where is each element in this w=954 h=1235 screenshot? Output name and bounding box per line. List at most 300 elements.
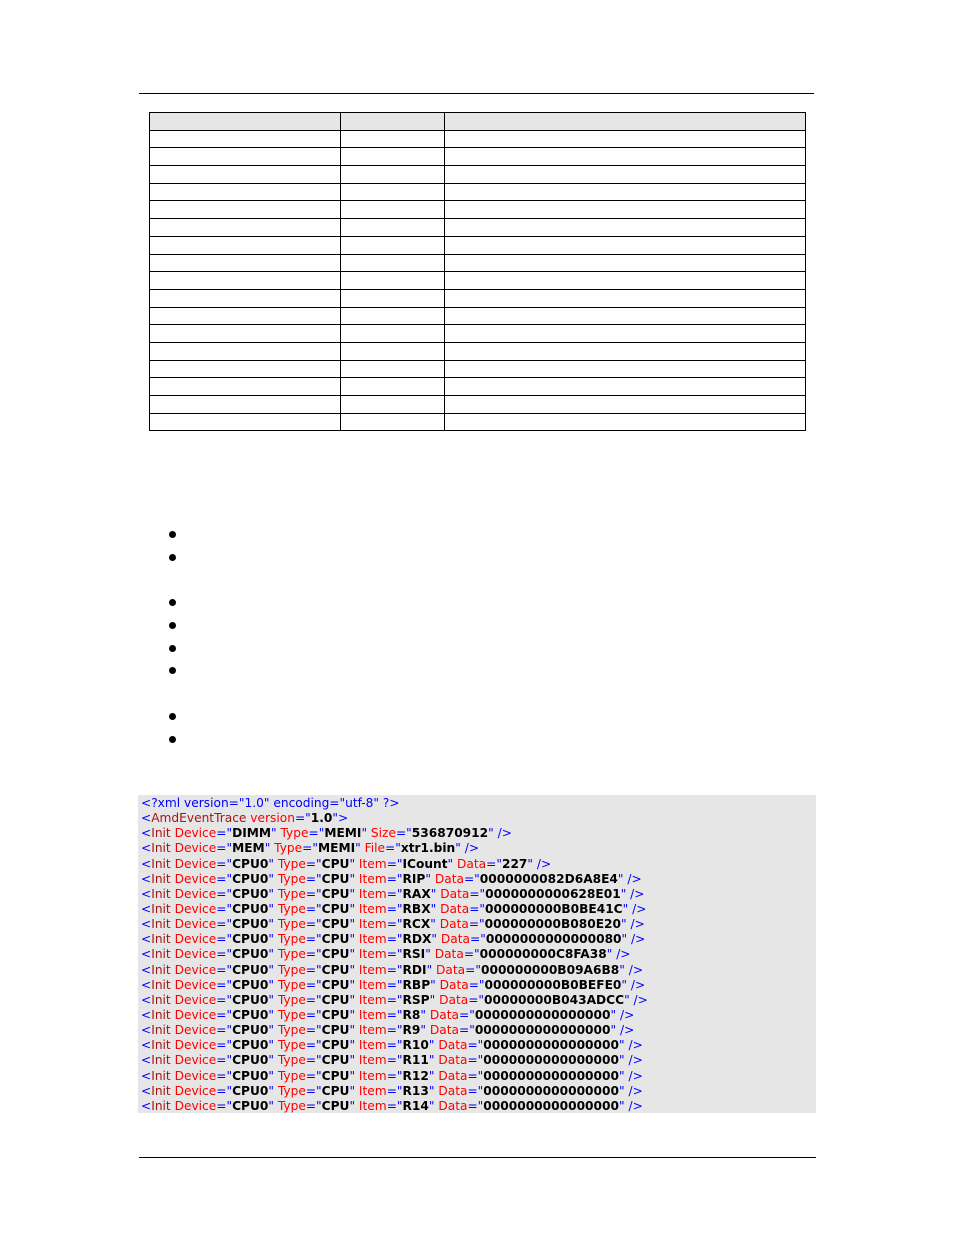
code-token: " (268, 1007, 274, 1022)
code-token: Item (355, 962, 387, 977)
table-cell (341, 378, 445, 396)
table-cell (150, 130, 341, 148)
code-token: CPU (321, 901, 350, 916)
code-token: " /> (618, 1068, 643, 1083)
code-token: R9 (402, 1023, 421, 1038)
code-token: =" (305, 1098, 322, 1113)
table-row (150, 219, 806, 237)
code-token: Device (170, 977, 217, 992)
code-token: =" (467, 1098, 484, 1113)
code-token: R12 (402, 1068, 429, 1083)
code-token: =" (458, 1023, 475, 1038)
code-token: ICount (402, 856, 448, 871)
code-token: RDI (402, 962, 427, 977)
code-token: " /> (618, 1083, 643, 1098)
table-cell (341, 201, 445, 219)
code-token: =" (216, 886, 233, 901)
code-token: Device (170, 1068, 217, 1083)
table-row (150, 130, 806, 148)
code-token: " /> (618, 1038, 643, 1053)
code-token: Type (273, 901, 306, 916)
code-token: =" (305, 1068, 322, 1083)
code-token: " (268, 871, 274, 886)
code-token: Type (273, 1038, 306, 1053)
code-token: =" (468, 917, 485, 932)
code-token: " (268, 886, 274, 901)
code-token: =" (216, 826, 233, 841)
code-line (141, 887, 816, 902)
table-cell (150, 307, 341, 325)
code-token: =" (386, 977, 403, 992)
bullet-icon (169, 599, 176, 606)
code-token: CPU0 (232, 1098, 269, 1113)
code-token: 0000000000000000 (483, 1083, 619, 1098)
code-token: =" (386, 1098, 403, 1113)
code-line (141, 857, 816, 872)
table-cell (150, 342, 341, 360)
code-token: =" (305, 992, 322, 1007)
code-token: Type (276, 826, 309, 841)
code-token: =" (468, 977, 485, 992)
code-token: Item (355, 901, 387, 916)
table-cell (341, 413, 445, 431)
code-token: Init (151, 826, 171, 841)
code-token: =" (216, 977, 233, 992)
table-row (150, 289, 806, 307)
code-token: =" (294, 811, 311, 826)
code-token: RCX (402, 917, 431, 932)
table-row (150, 201, 806, 219)
table-cell (341, 307, 445, 325)
table-cell (341, 396, 445, 414)
code-token: CPU0 (232, 917, 269, 932)
table-row (150, 325, 806, 343)
code-token: RDX (402, 932, 432, 947)
code-token: " (349, 992, 356, 1007)
code-token: 000000000B0BE41C (485, 901, 623, 916)
code-line (141, 1008, 816, 1023)
code-token: Item (355, 886, 387, 901)
code-token: 000000000B09A6B8 (480, 962, 620, 977)
code-token: " (268, 917, 274, 932)
code-token: MEMI (318, 841, 356, 856)
table-cell (150, 396, 341, 414)
table-cell (150, 166, 341, 184)
code-token: " /> (619, 962, 644, 977)
table-cell (150, 325, 341, 343)
code-token: " (430, 917, 436, 932)
code-token: Init (151, 841, 171, 856)
code-token: =" (468, 992, 485, 1007)
code-token: " (420, 1007, 426, 1022)
code-token: " (349, 1007, 356, 1022)
code-line (141, 932, 816, 947)
code-line (141, 947, 816, 962)
table-cell (445, 148, 806, 166)
code-token: " (268, 947, 274, 962)
code-token: =" (469, 886, 486, 901)
table-cell (445, 219, 806, 237)
code-token: 0000000000000000 (483, 1068, 619, 1083)
code-token: =" (216, 856, 233, 871)
code-token: =" (467, 1068, 484, 1083)
code-token: =" (386, 1053, 403, 1068)
code-token: CPU (321, 1098, 350, 1113)
code-token: Device (170, 871, 217, 886)
code-token: " (429, 992, 436, 1007)
code-token: " (420, 1023, 426, 1038)
code-token: < (141, 1038, 152, 1053)
code-token: " (425, 871, 431, 886)
code-token: Device (170, 1038, 217, 1053)
code-token: Item (355, 1023, 387, 1038)
code-token: 227 (501, 856, 528, 871)
code-token: " (349, 871, 356, 886)
code-token: =" (386, 917, 403, 932)
code-token: " (361, 826, 368, 841)
code-token: Device (170, 886, 217, 901)
code-token: =" (216, 1007, 233, 1022)
code-token: < (141, 901, 152, 916)
code-token: 0000000000628E01 (485, 886, 621, 901)
code-token: " /> (617, 871, 642, 886)
code-token: " (349, 962, 356, 977)
code-token: Type (273, 992, 306, 1007)
code-token: =" (467, 1083, 484, 1098)
code-token: CPU (321, 962, 350, 977)
code-token: 0000000000000000 (483, 1038, 619, 1053)
code-token: " (349, 901, 356, 916)
code-token: Type (273, 962, 306, 977)
code-token: CPU0 (232, 932, 269, 947)
code-token: CPU0 (232, 962, 269, 977)
code-line (141, 1069, 816, 1084)
code-token: < (141, 1023, 152, 1038)
code-token: Type (273, 1098, 306, 1113)
code-token: 0000000082D6A8E4 (479, 871, 618, 886)
code-token: Init (151, 1038, 171, 1053)
code-token: CPU0 (232, 977, 269, 992)
code-token: Init (151, 962, 171, 977)
table-cell (150, 254, 341, 272)
code-line (141, 872, 816, 887)
code-token: File (360, 841, 386, 856)
table-cell (445, 201, 806, 219)
code-token: " (425, 947, 431, 962)
code-token: < (141, 841, 152, 856)
code-token: =" (216, 962, 233, 977)
code-token: " (447, 856, 454, 871)
code-token: Data (435, 977, 469, 992)
code-token: =" (305, 856, 322, 871)
code-token: Init (151, 917, 171, 932)
code-token: " (268, 1083, 274, 1098)
code-token: " (349, 1038, 356, 1053)
table-row (150, 183, 806, 201)
code-token: " /> (624, 992, 648, 1007)
code-token: RSI (402, 947, 426, 962)
code-token: =" (470, 932, 486, 947)
code-token: =" (386, 962, 403, 977)
code-token: " (349, 1098, 356, 1113)
code-token: CPU0 (232, 1053, 269, 1068)
table-cell (150, 236, 341, 254)
code-token: " (268, 1053, 274, 1068)
code-token: CPU (321, 1053, 350, 1068)
table-row (150, 236, 806, 254)
code-token: =" (305, 947, 322, 962)
code-token: 0000000000000000 (474, 1007, 611, 1022)
code-token: Data (426, 1023, 459, 1038)
code-token: " (349, 1068, 356, 1083)
code-token: " (349, 886, 356, 901)
code-token: " (428, 1038, 435, 1053)
code-token: =" (216, 947, 233, 962)
table-cell (341, 219, 445, 237)
code-token: " (268, 856, 274, 871)
code-token: " (430, 901, 437, 916)
code-token: 0000000000000080 (485, 932, 622, 947)
table-cell (445, 325, 806, 343)
code-token: Device (170, 1083, 217, 1098)
code-line (141, 963, 816, 978)
table-cell (445, 413, 806, 431)
code-token: 0000000000000000 (474, 1023, 611, 1038)
code-token: Item (355, 992, 387, 1007)
code-token: R14 (402, 1098, 429, 1113)
code-token: " (268, 962, 274, 977)
code-token: =" (385, 841, 401, 856)
code-token: < (141, 1007, 152, 1022)
bullet-icon (169, 531, 176, 538)
table-cell (150, 289, 341, 307)
code-token: < (141, 1053, 152, 1068)
code-token: Item (355, 1038, 387, 1053)
code-token: " (349, 932, 356, 947)
code-token: <?xml version="1.0" encoding="utf-8" ?> (141, 796, 400, 810)
code-token: =" (216, 841, 233, 856)
code-token: =" (305, 1083, 322, 1098)
table-cell (341, 254, 445, 272)
code-token: =" (386, 1023, 403, 1038)
code-token: Device (170, 932, 217, 947)
table-cell (341, 360, 445, 378)
code-token: " (268, 1098, 274, 1113)
code-token: Device (170, 1023, 217, 1038)
code-token: RIP (402, 871, 426, 886)
code-token: " /> (621, 977, 646, 992)
code-token: =" (308, 826, 325, 841)
code-token: Device (170, 826, 217, 841)
table-cell (445, 378, 806, 396)
code-token: =" (386, 871, 403, 886)
code-token: =" (305, 871, 322, 886)
table-cell (445, 360, 806, 378)
code-token: AmdEventTrace (151, 811, 247, 826)
bullet-icon (169, 713, 176, 720)
table-cell (341, 272, 445, 290)
code-token: Data (435, 992, 469, 1007)
code-token: Device (170, 1053, 217, 1068)
code-token: " /> (606, 947, 631, 962)
code-token: =" (216, 1083, 233, 1098)
code-token: =" (216, 871, 233, 886)
code-token: " (355, 841, 361, 856)
code-token: < (141, 811, 152, 826)
table-cell (150, 148, 341, 166)
code-token: " (349, 1023, 356, 1038)
code-token: < (141, 1068, 152, 1083)
code-token: Data (434, 1038, 468, 1053)
code-line (141, 993, 816, 1008)
code-token: =" (486, 856, 502, 871)
code-token: Init (151, 1007, 171, 1022)
code-token: =" (463, 947, 480, 962)
code-line (141, 1038, 816, 1053)
code-token: RSP (402, 992, 430, 1007)
code-token: =" (216, 1038, 233, 1053)
table-cell (341, 342, 445, 360)
code-token: CPU0 (232, 947, 269, 962)
code-token: CPU0 (232, 1068, 269, 1083)
code-token: " (271, 826, 277, 841)
code-token: "> (332, 811, 349, 826)
table-cell (341, 325, 445, 343)
table-cell (341, 113, 445, 131)
code-token: " /> (610, 1023, 635, 1038)
table-row (150, 396, 806, 414)
code-token: < (141, 992, 152, 1007)
code-token: Type (273, 1068, 306, 1083)
code-token: CPU0 (232, 856, 269, 871)
code-token: " /> (610, 1007, 635, 1022)
code-line (141, 841, 816, 856)
code-token: Device (170, 841, 217, 856)
code-token: Device (170, 856, 217, 871)
code-token: Init (151, 1098, 171, 1113)
code-token: Item (355, 932, 387, 947)
table-cell (150, 272, 341, 290)
code-token: =" (386, 947, 403, 962)
table-row (150, 413, 806, 431)
code-token: =" (216, 932, 233, 947)
code-token: Init (151, 1083, 171, 1098)
code-line (141, 1053, 816, 1068)
code-token: " (426, 962, 433, 977)
table-row (150, 272, 806, 290)
code-token: Data (430, 947, 464, 962)
code-token: Item (355, 1007, 387, 1022)
code-token: =" (305, 886, 322, 901)
bullet-icon (169, 554, 176, 561)
code-token: " (428, 1068, 435, 1083)
code-line (141, 978, 816, 993)
code-token: " /> (621, 932, 646, 947)
table-row (150, 360, 806, 378)
code-token: =" (216, 901, 233, 916)
code-token: Type (270, 841, 303, 856)
footer-rule (139, 1157, 816, 1158)
register-table (149, 112, 806, 431)
table-cell (341, 130, 445, 148)
code-token: Init (151, 1068, 171, 1083)
table-row (150, 307, 806, 325)
code-token: Type (273, 856, 306, 871)
code-token: Item (355, 977, 387, 992)
code-token: Data (434, 1098, 468, 1113)
code-token: CPU (321, 1007, 350, 1022)
code-token: Type (273, 886, 306, 901)
code-token: " (428, 1053, 435, 1068)
code-token: CPU (321, 871, 350, 886)
code-token: =" (395, 826, 412, 841)
table-cell (150, 201, 341, 219)
code-token: =" (305, 901, 322, 916)
code-token: DIMM (232, 826, 272, 841)
code-token: " (349, 1083, 356, 1098)
code-token: Device (170, 901, 217, 916)
code-token: Init (151, 901, 171, 916)
table-cell (150, 413, 341, 431)
code-token: CPU (321, 977, 350, 992)
table-cell (341, 183, 445, 201)
code-line (141, 811, 816, 826)
table-cell (445, 289, 806, 307)
code-token: Init (151, 1023, 171, 1038)
bullet-icon (169, 645, 176, 652)
code-token: Type (273, 1023, 306, 1038)
code-token: " (349, 977, 356, 992)
code-token: < (141, 917, 152, 932)
code-line (141, 826, 816, 841)
code-token: CPU (321, 886, 350, 901)
table-cell (341, 148, 445, 166)
code-token: =" (463, 871, 480, 886)
code-token: < (141, 1098, 152, 1113)
code-token: " (268, 1068, 274, 1083)
code-token: Data (434, 1083, 468, 1098)
code-token: Device (170, 1098, 217, 1113)
code-token: Device (170, 962, 217, 977)
code-token: R11 (402, 1053, 429, 1068)
code-token: " (430, 977, 436, 992)
table-cell (445, 254, 806, 272)
code-token: " (349, 856, 356, 871)
code-token: Data (434, 1053, 468, 1068)
code-token: " /> (620, 886, 645, 901)
code-token: Init (151, 856, 171, 871)
code-token: CPU0 (232, 992, 269, 1007)
code-token: =" (216, 1023, 233, 1038)
code-token: " /> (455, 841, 480, 856)
code-token: CPU0 (232, 871, 269, 886)
code-token: 000000000B080E20 (484, 917, 622, 932)
code-token: Item (355, 947, 387, 962)
table-cell (341, 289, 445, 307)
code-token: < (141, 977, 152, 992)
code-token: =" (465, 962, 481, 977)
xml-code-block (138, 795, 816, 1113)
table-row (150, 254, 806, 272)
code-token: =" (216, 1098, 233, 1113)
code-token: Type (273, 1007, 306, 1022)
code-token: " /> (488, 826, 512, 841)
table-cell (341, 166, 445, 184)
code-token: " /> (622, 901, 647, 916)
code-token: < (141, 871, 152, 886)
code-token: MEMI (324, 826, 362, 841)
code-token: Init (151, 947, 171, 962)
